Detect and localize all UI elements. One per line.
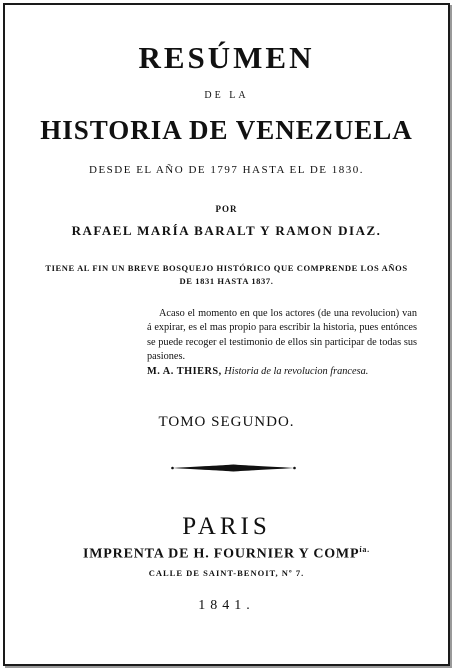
publisher-city: PARIS — [182, 513, 271, 540]
epigraph — [147, 307, 417, 379]
volume-label: TOMO SEGUNDO. — [158, 414, 295, 430]
appendix-note — [0, 262, 453, 288]
authors: RAFAEL MARÍA BARALT Y RAMON DIAZ. — [71, 223, 382, 238]
title-connector: DE LA — [204, 90, 249, 101]
book-subject: HISTORIA DE VENEZUELA — [40, 115, 413, 145]
printer-suffix: ía. — [359, 545, 370, 554]
ornamental-rule-icon — [171, 461, 296, 475]
epigraph-text: Acaso el momento en que los actores (de una revolucion) van á expirar, es el mas propio para escribir la historia, pues entónces se puede recoger el testimonio de ellos sin participar de todas sus pasiones. — [147, 308, 417, 362]
appendix-note-line-2: DE 1831 HASTA 1837. — [179, 276, 274, 286]
epigraph-work: Historia de la revolucion francesa. — [224, 366, 369, 378]
appendix-note-line-1: TIENE AL FIN UN BREVE BOSQUEJO HISTÓRICO QUE COMPRENDE LOS AÑOS — [45, 263, 408, 273]
date-range: DESDE EL AÑO DE 1797 HASTA EL DE 1830. — [89, 164, 364, 176]
publication-year: 1841. — [198, 598, 255, 613]
epigraph-author: M. A. THIERS, — [147, 366, 222, 378]
epigraph-attribution — [147, 365, 417, 379]
printer-address: CALLE DE SAINT-BENOIT, Nº 7. — [148, 568, 305, 578]
by-label: POR — [215, 204, 238, 214]
printer-line — [0, 545, 453, 563]
printer-name: IMPRENTA DE H. FOURNIER Y COMP — [83, 546, 360, 562]
book-title: RESÚMEN — [138, 40, 315, 75]
